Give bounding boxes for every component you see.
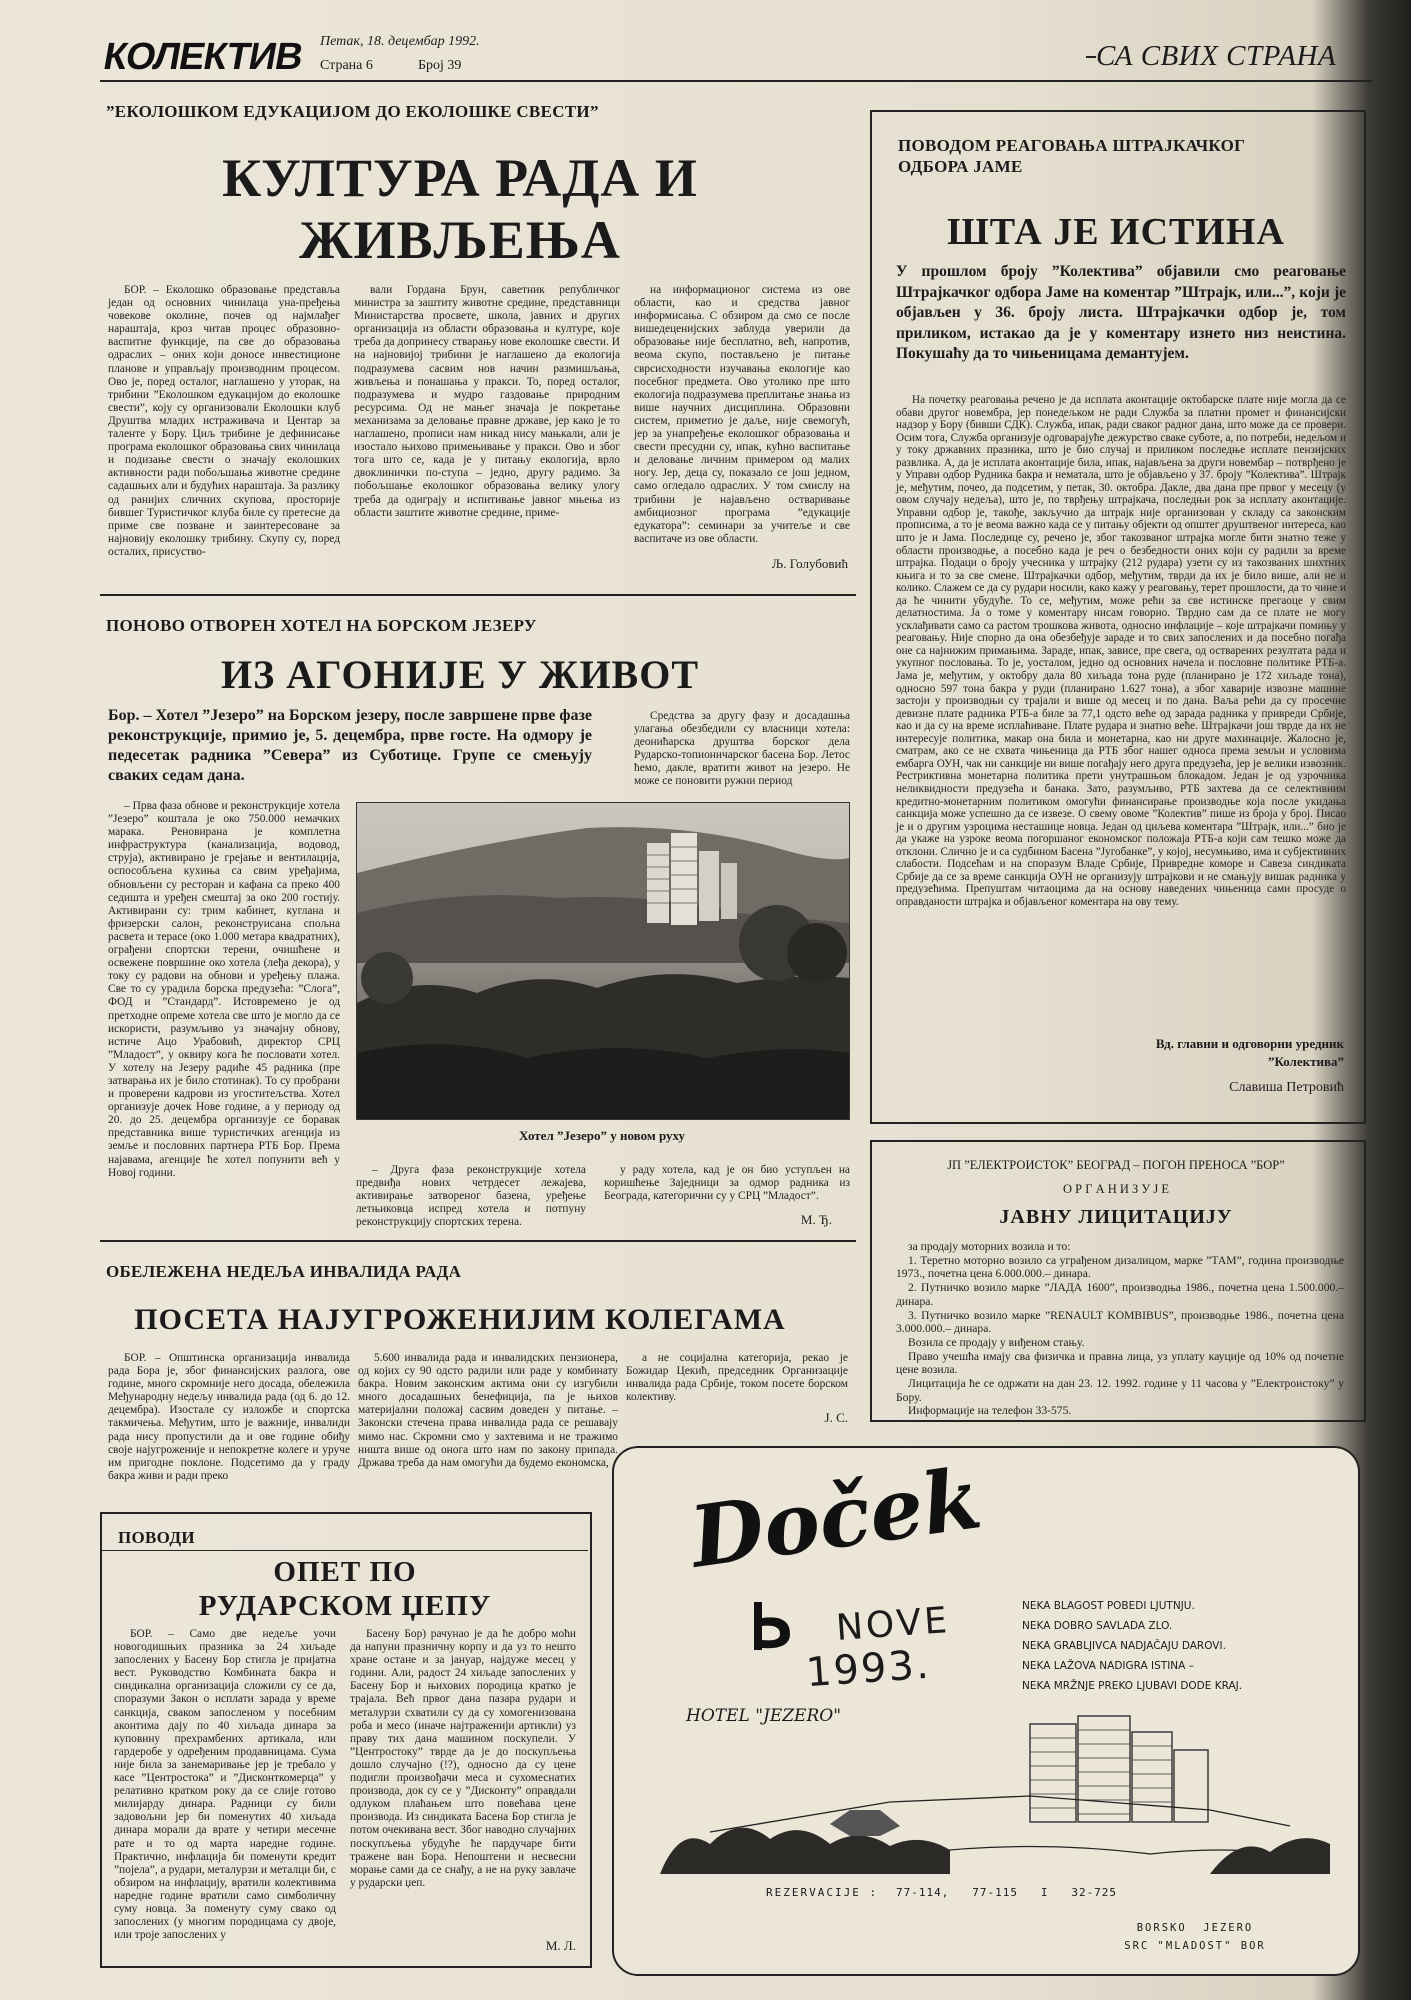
ad-wish: NEKA GRABLJIVCA NADJAČAJU DAROVI. [1022,1640,1226,1652]
ad-footer-line2: SRC "MLADOST" BOR [1124,1940,1266,1952]
ad-wish: NEKA BLAGOST POBEDI LJUTNJU. [1022,1600,1195,1612]
hotel-photo-graphic [357,803,849,1119]
ad-wish: NEKA MRŽNJE PREKO LJUBAVI DODE KRAJ. [1022,1680,1243,1692]
divider-2 [100,1240,856,1242]
article5-body: На почетку реаговања речено је да исплата аконтације октобарске плате није могла да се обави другог новембра, јер понедељком не ради Служба за платни промет и финансијски надзор у Бору (бивши СДК). Служба, ипак, ради сваког радног дана, што може да се провери. Осим тога, Служба организује одговарајуће дежурство сваке суботе, а, по потреби, недељом и у току државних празника, што је био случај и приликом последње исплате пензијских развлика. А, да је исплата аконтације била, ипак, најављена за други новембар – потврђено је у Управи одбор Рудника бакра и нематала, што је објављено у 37. броју ”Колектива”. Штрајк је, међутим, почео, да подсетим, у петак, 30. октобра. Дакле, два дана пре првог у месецу (у овом случају недеља), што је, по тврђењу штрајкача, последњи рок за исплату аконтације. Управни одбор је, такође, закључио да штрајк није организован у складу са законским прописима, а то је веома важно када се у питању објекти од општег друштвеног интереса, као што је и Јама. Последице су, речено је, због такозваног штрајка могле бити знатно теже у области производње, а посебно када је реч о безбедности оних који су радили за време штрајка. Подаци о броју учесника у штрајку (212 рудара) узети су из такозваних шихтних књига и то за све смене. Штрајкачки одбор, међутим, тврди да их је било више, али не и колико. Слажем се да су рудари носили, како кажу у реаговању, терет прошлости, да то чине и да ће чинити убудуће. То се, међутим, може рећи за све истинске прегаоце у свим делатностима. Ја о томе у коментару нисам говорио. Тврдио сам да се плате не могу усклађивати само са растом трошкова живота, односно инфлације – које штрајкачи помињу у реаговању. Није спорно да она обезбеђује зараде и то свих запослених и да посебно погађа оне са најнижим примањима. Зараде, ипак, зависе, пре свега, од остварених резултата рада и укупног пословања. То је, уосталом, једно од основних начела и пословне политике РТБ-а. Јама је, међутим, у октобру дала 80 хиљада тона руде (планирано је 172 хиљаде тона), односно 597 тона бакра у руди (планирано 1.627 тона), а због хаварије извозне машине застоји у производњи су трајали и више од месец и по дана. Ваља рећи да су просечне девизне плате радника РТБ-а биле за 77,1 одсто веће од зарада радника у привреди Србије, као и да су на време исплаћиване. Плате рудара и знатно веће. Штрајкачи још тврде да их не интересује политика, макар она била и монетарна, као ни друге махинације. Жалосно је, сматрам, ако се не схвата чињеница да РТБ због нашег односа према земљи и условима ембарга ОУН, чак ни санкције ни више погађају него друга предузећа, јер је велики извозник. Рестриктивна монетарна политика прети унутрашњом блокадом. Један је од узрочника неликвидности предузећа и банака. Зато, разумљиво, РТБ захтева да се селективним кредитно-монетарним политиком омогући финансирање производње која после укидања санкција може успешно да се извезе. О свему овоме ”Колектив” пише из броја у број. Писао је и о другим узроцима несташице новца. Један од циљева коментара ”Штрајк, или...” био је да укаже на узроке веома погоршаног економског положаја РТБ-а који сам тешко може да отклони. Слично је и са судбином Басена ”Југобанке”, у којој, несумњиво, има и субјективних слабости. Подсећам и на споразум Владе Србије, Привредне коморе и Савеза синдиката Србије да се за време санкција ОУН не организују штрајкови и не смањују вишак радника у предузећима. Препуштам читаоцима да на основу наведених чињеница сами просуде о оправданости штрајка и објављеног коментара на ову тему. [896,394,1347,908]
article5-signature-line2: ”Колектива” [1267,1054,1344,1069]
ad-script-title: Doček [684,1448,988,1587]
article2-below-right: у раду хотела, кад је он био уступљен на коришћење Заједници за одмор радника из Београда, категорични су у СРЦ ”Младост”. [604,1164,850,1203]
auction-line-4: Информације на телефон 33-575. [908,1404,1072,1418]
ad-hotel-illustration [650,1714,1330,1874]
ad-footer-line1: BORSKO JEZERO [1136,1922,1254,1934]
article1-author: Љ. Голубовић [771,556,848,571]
article2-headline: ИЗ АГОНИЈЕ У ЖИВОТ [220,652,700,697]
article1-headline-line1: КУЛТУРА РАДА И [222,148,698,208]
article5-signature-line3: Славиша Петровић [1229,1080,1344,1095]
masthead-issue: Број 39 [418,58,462,73]
article2-author: М. Ђ. [800,1212,832,1227]
auction-organizes: О Р Г А Н И З У Ј Е [1062,1182,1170,1196]
hotel-logo-icon [750,1600,794,1652]
article4-kicker-rule [102,1550,588,1551]
article4-headline-line1: ОПЕТ ПО [273,1556,417,1588]
ad-wishes-list [1022,1596,1312,1696]
article5-signature-line1: Вд. главни и одговорни уредник [1155,1036,1344,1051]
masthead-rule-short [1086,56,1096,58]
article3-column-2: 5.600 инвалида рада и инвалидских пензионера, од којих су 90 одсто радили или раде у комбинату бакра. Новим законским актима они су изгубили много досадашњих бенефиција, па је њихов материјални положај сасвим доведен у питање. – Законски стечена права инвалида рада се решавају мимо нас. Скромни смо у захтевима и не тражимо ништа више од онога што нам по закону припада. Држава треба да нам омогући да будемо економска, [358,1352,618,1469]
auction-line-3: Лицитација ће се одржати на дан 23. 12. 1992. године у 11 часова у ”Електроистоку” у Бору. [896,1377,1344,1404]
article1-kicker: ”ЕКОЛОШКОМ ЕДУКАЦИЈОМ ДО ЕКОЛОШКЕ СВЕСТИ” [106,102,599,121]
article5-headline: ШТА ЈЕ ИСТИНА [947,211,1285,253]
ad-phones: 77-114, 77-115 I 32-725 [896,1886,1118,1899]
article2-below-middle: – Друга фаза реконструкције хотела предвиђа нових четрдесет лежајева, активирање затвореног базена, уређење летњиковца испред хотела и потпуну реконструкцију спортских терена. [356,1164,586,1229]
auction-item-2: 2. Путничко возило марке ”ЛАДА 1600”, производња 1986., почетна цена 1.500.000.– динара. [896,1281,1344,1308]
ad-reservation-label: REZERVACIJE : [766,1886,879,1899]
article3-headline: ПОСЕТА НАЈУГРОЖЕНИЈИМ КОЛЕГАМА [134,1303,786,1336]
article4-column-2: Басену Бор) рачунао је да ће добро моћи да напуни празничну корпу и да уз то нешто хране остане и за јануар, најдуже месец у години. Али, радост 24 хиљаде запослених у Басену Бор и њихових породица кратко је трајала. Већ првог дана пазара рудари и металурзи схватили су да су хомогенизована роба и месо (иначе најтраженији артикли) уз праву тих дана машином поскупели. У ”Центростоку” тврде да је до поскупљења дошло случајно (!?), односно да су цене подигли произвођачи меса и сухомеснатих производа, док су се у ”Дисконту” оправдали одлуком плаћањем што повећава цене производа. Из синдиката Басена Бор стигла је потом очекивана вест. Због наводно случајних поскупљења убудуће ће пардучаре бити тражене ван Бора. Непоштени и несвесни морање сами да се снађу, а не на руку завлаче у рударски џеп. [350,1628,576,1889]
auction-item-3: 3. Путничко возило марке ”RENAULT KOMBIBUS”, производње 1986., почетна цена 3.000.000.– динара. [896,1308,1344,1336]
auction-details [896,1240,1344,1418]
masthead-rule [100,80,1372,82]
ad-hotel-name: HOTEL "JEZERO" [686,1706,842,1726]
divider-1 [100,594,856,596]
article3-author: Ј. С. [824,1410,848,1425]
article3-column-1: БОР. – Општинска организација инвалида рада Бора је, због финансијских разлога, ове године, много скромније него досада, обележила Међународну недељу инвалида рада (од 6. до 12. децембра). Изостале су изложбе и спортска такмичења. Међутим, што је важније, инвалиди рада нису пропустили да и ове године обиђу своје најугроженије и непокретне колеге и уруче им пригодне поклоне. Подсетимо да у граду бакра живи и ради преко [108,1352,350,1482]
article5-kicker-line2: ОДБОРА ЈАМЕ [898,157,1023,176]
article4-headline-line2: РУДАРСКОМ ЏЕПУ [198,1590,492,1622]
auction-title: ЈАВНУ ЛИЦИТАЦИЈУ [999,1206,1233,1228]
ad-nove: NOVE [834,1600,952,1649]
article2-lead: Бор. – Хотел ”Језеро” на Борском језеру, после завршене прве фазе реконструкције, примио је, 5. децембра, прве госте. На одмору је педесетак радника ”Севера” из Суботице. Групе се смењују сваких седам дана. [108,707,592,784]
article1-column-2: вали Гордана Брун, саветник републичког министра за заштиту животне средине, представници Министарства просвете, школа, јавних и других организација из области образовања и културе, које треба да допринесу стварању нове еколошке свести. И на најновијој трибини је наглашено да екологија подразумева сасвим нов начин размишљања, живљења и понашања у пракси. То, поред осталог, подразумева и мудро газдовање природним ресурсима. Од не мањег значаја је покретање механизама за деловање правне државе, јер како је то наглашено, прописи нам никад нису мањкали, али је изостало њихово примењивање у пракси. Ово и због тога што се, када је у питању екологија, врло двоклинички по-ступа – једно, другу радимо. За побољшање еколошког образовања велику улогу треба да одиграју и испитивање јавног мњења из области заштите животне средине, приме- [354,284,620,519]
hotel-photo-caption: Хотел ”Језеро” у новом руху [518,1128,686,1143]
article3-column-3: а не социјална категорија, рекао је Божидар Цекић, председник Организације инвалида рада Србије, током посете борском колективу. [626,1352,848,1404]
masthead-section: СА СВИХ СТРАНА [1096,40,1337,72]
article2-right-top: Средства за другу фазу и досадашња улагања обезбедили су власници хотела: деонићарска друштва борског дела Рударско-топионичарског басена Бор. Летос ћемо, дакле, вратити живот на језеро. Не може се поновити ружни период [634,710,850,788]
auction-line-2: Право учешћа имају сва физичка и правна лица, уз уплату кауције од 10% од почетне цене возила. [896,1349,1344,1377]
article3-kicker: ОБЕЛЕЖЕНА НЕДЕЉА ИНВАЛИДА РАДА [106,1262,462,1281]
auction-line-1: Возила се продају у виђеном стању. [908,1335,1085,1349]
article2-left-column: – Прва фаза обнове и реконструкције хотела ”Језеро” коштала је око 750.000 немачких марака. Реновирана је комплетна инфраструктура (канализација, водовод, струја), активирано је грејање и вентилација, оспособљена кухиња са свим уређајима, обновљени су ресторан и кафана са преко 400 седишта и уређен смештај за око 200 гостију. Активирани су: трим кабинет, куглана и фризерски салон, реконструисана спољна расвета и терасе (око 1.000 метара квадратних), ограђени спортски терени, очишћене и освежене површине око хотела (леђа декора), у току су радови на обнови и уређењу плажа. Све то су урадила борска предузећа: ”Слога”, ФОД и ”Стандард”. Истовремено је од претходне опреме хотела све што је могло да се искористи, разумљиво уз значајну обнову, истиче Ацо Урабовић, директор СРЦ ”Младост”, у оквиру кога ће пословати хотел. У хотелу на Језеру радиће 45 радника (пре затварања их је било стотинак). То су пробрани и проверени кадрови из угоститељства. Хотел организује дочек Нове године, а у периоду од 20. до 25. децембра организује се боравак представника више туристичких агенција из земље и пословних партнера РТБ Бор. Према најавама, агенције ће хотел попунити већ у Новој години. [108,800,340,1179]
ad-logo-mark [750,1600,794,1652]
masthead-logo: КОЛЕКТИВ [100,36,306,78]
auction-intro: за продају моторних возила и то: [908,1240,1071,1253]
hotel-building-drawing [650,1714,1330,1874]
article4-author: М. Л. [545,1938,576,1953]
article5-lead: У прошлом броју ”Колектива” објавили смо реаговање Штрајкачког одбора Јаме на коментар ”Штрајк, или...”, који је објављен у 36. броју листа. Штрајкачки одбор је, том приликом, истакао да је у коментару изнето низ неистина. Покушаћу да то чињеницама демантујем. [896,263,1346,362]
article4-kicker: ПОВОДИ [118,1528,195,1547]
hotel-photo [356,802,850,1120]
article4-column-1: БОР. – Само две недеље уочи новогодишњих празника за 24 хиљаде запослених у Басену Бор стигла је пријатна вест. Руководство Комбината бакра и синдикална организација сложили су се да, споразуми Закон о исплати зарада у време санкција, сваком запосленом у посебним аконтима дају по 40 хиљада динара за куповину прехрамбених артикала, или гардеробе у одређеним продавницама. Сума није била за занемаривање јер је требало у касе ”Центростока” и ”Дисконткомерца” у релативно кратком року да се слије готово милијарду динара. Радници су били задовољни јер би поменутих 40 хиљада динара морали да врате у четири месечне рате и то од марта наредне године. Практично, инфлација би поменути кредит ”појела”, а рудари, металурзи и металци би, с обзиром на инфлацију, вратили колективима наредне године вратили само симболичну суму новца. За поменуту суму свако од запослених (у многим породицама су двоје, или троје запослених у [114,1628,336,1942]
masthead-page: Страна 6 [320,58,373,73]
article1-column-1: БОР. – Еколошко образовање представља један од основних чинилаца уна-пређења човекове околине, почев од најмлађег нараштаја, кроз читав процес образовно-васпитне функције, па све до образовања одраслих – оних који доносе инвестиционе планове и управљају производним процесом. Ово је, поред осталог, наглашено у уторак, на трибини ”Еколошком едукацијом до еколошке свести”, коју су организовали Еколошки клуб Друштва младих истраживача и Центар за таленте у Бору. Циљ трибине је дефинисање програма еколошког образовања свих чинилаца и подизање свести о значају еколошких активности ради побољшања животне средине садашњих али и будућих нараштаја. За разлику од ранијих сличних скупова, просторије бившег Туристичког клуба биле су претесне да приме све позване и заинтересоване за најновију еколошку трибину. Скупу су, поред осталих, присуство- [108,284,340,558]
auction-item-1: 1. Теретно моторно возило са уграђеном дизалицом, марке ”ТАМ”, година производње 1973., почетна цена 6.000.000.– динара. [896,1253,1344,1281]
article1-headline-line2: ЖИВЉЕЊА [299,210,621,270]
article1-column-3: на информационог система из ове области, као и средства јавног информисања. С обзиром да смо се после вишедеценијских заблуда уверили да образовање није бесплатно, већ, напротив, веома скупо, постављено је питање сврсисходности изучавања екологије као посебног предмета. Ово утолико пре што екологија подразумева преплитање знања из више научних дисциплина. Образовни систем, приметио је даље, није свемогућ, јер за унапређење еколошког образовања и свести пресудни су, ипак, кућно васпитање и деловање личним примером од малих ногу. Јер, деца су, показало се још једном, само огледало одраслих. У том смислу на трибини је најављено остваривање амбициозног програма ”едукације едукатора”: семинари за учитеље и све васпитаче из ове области. [634,284,850,545]
article2-kicker: ПОНОВО ОТВОРЕН ХОТЕЛ НА БОРСКОМ ЈЕЗЕРУ [106,616,537,635]
article5-kicker-line1: ПОВОДОМ РЕАГОВАЊА ШТРАЈКАЧКОГ [898,136,1246,155]
ad-wish: NEKA DOBRO SAVLADA ZLO. [1022,1620,1173,1632]
auction-organizer: ЈП ”ЕЛЕКТРОИСТОК” БЕОГРАД – ПОГОН ПРЕНОСА ”БОР” [947,1158,1285,1172]
ad-wish: NEKA LAŽOVA NADIGRA ISTINA – [1022,1660,1194,1672]
masthead-date: Петак, 18. децембар 1992. [320,34,480,49]
ad-year: 1993. [804,1641,932,1697]
